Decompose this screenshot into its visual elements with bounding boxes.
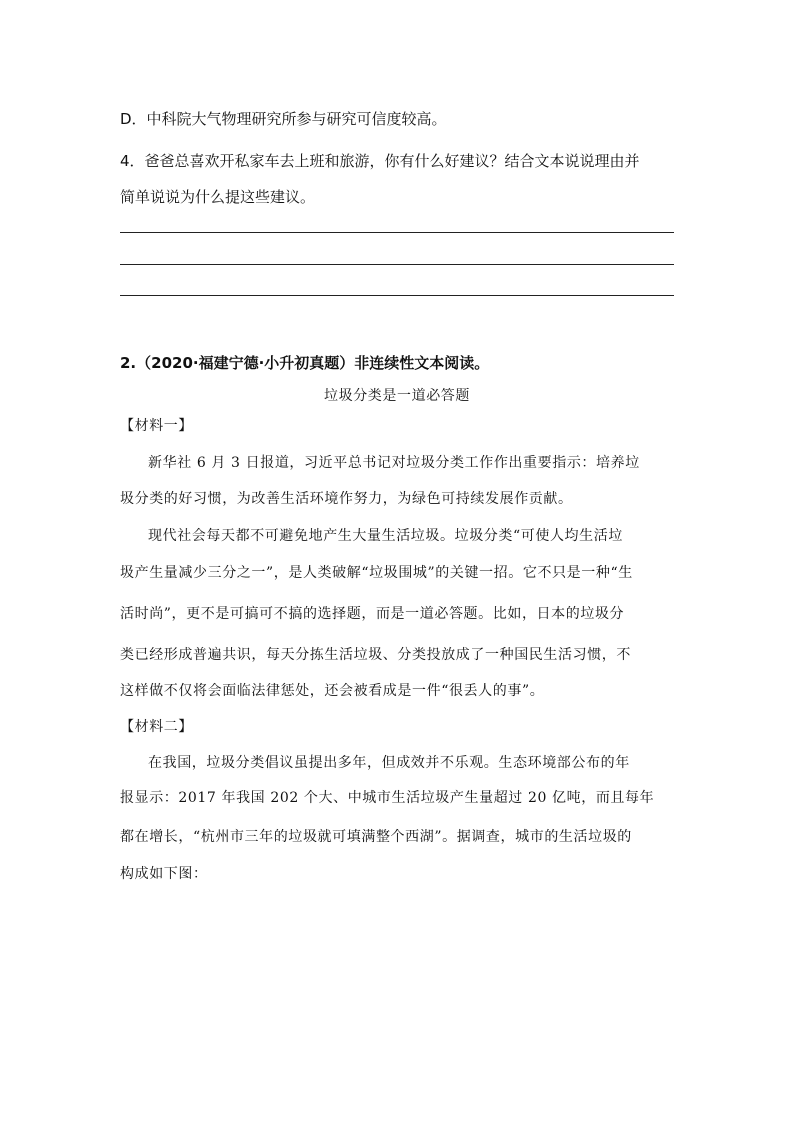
heading-task: 非连续性文本阅读。 xyxy=(354,354,490,372)
m1-p2-line-5: 这样做不仅将会面临法律惩处，还会被看成是一件“很丢人的事”。 xyxy=(120,683,545,699)
answer-line-3[interactable] xyxy=(120,295,674,296)
m1-p1-line-2: 圾分类的好习惯，为改善生活环境作努力，为绿色可持续发展作贡献。 xyxy=(120,491,573,507)
m1-p2-line-1: 现代社会每天都不可避免地产生大量生活垃圾。垃圾分类“可使人均生活垃 xyxy=(148,528,623,544)
material-1-label: 【材料一】 xyxy=(120,418,193,434)
m2-line-4: 构成如下图： xyxy=(120,866,208,882)
m1-p2-line-4: 类已经形成普遍共识，每天分拣生活垃圾、分类投放成了一种国民生活习惯，不 xyxy=(120,647,631,663)
answer-line-1[interactable] xyxy=(120,232,674,233)
section-2-heading xyxy=(120,352,680,373)
m2-line-1: 在我国，垃圾分类倡议虽提出多年，但成效并不乐观。生态环境部公布的年 xyxy=(148,755,630,771)
m1-p1-line-1: 新华社 6 月 3 日报道，习近平总书记对垃圾分类工作作出重要指示：培养垃 xyxy=(148,455,640,471)
option-d: D．中科院大气物理研究所参与研究可信度较高。 xyxy=(120,110,447,128)
question-4-line-2: 简单说说为什么提这些建议。 xyxy=(120,188,316,206)
question-4-line-1: 4．爸爸总喜欢开私家车去上班和旅游，你有什么好建议？结合文本说说理由并 xyxy=(120,152,640,170)
m2-line-3: 都在增长，“杭州市三年的垃圾就可填满整个西湖”。据调查，城市的生活垃圾的 xyxy=(120,829,632,845)
material-2-label: 【材料二】 xyxy=(120,719,193,735)
m1-p2-line-3: 活时尚”，更不是可搞可不搞的选择题，而是一道必答题。比如，日本的垃圾分 xyxy=(120,606,625,622)
article-title: 垃圾分类是一道必答题 xyxy=(324,388,470,404)
heading-source: （2020·福建宁德·小升初真题） xyxy=(136,354,355,372)
m1-p2-line-2: 圾产生量减少三分之一”，是人类破解“垃圾围城”的关键一招。它不只是一种“生 xyxy=(120,565,633,581)
heading-number: 2. xyxy=(120,354,137,372)
answer-line-2[interactable] xyxy=(120,264,674,265)
m2-line-2: 报显示：2017 年我国 202 个大、中城市生活垃圾产生量超过 20 亿吨，而且每年 xyxy=(120,790,655,806)
